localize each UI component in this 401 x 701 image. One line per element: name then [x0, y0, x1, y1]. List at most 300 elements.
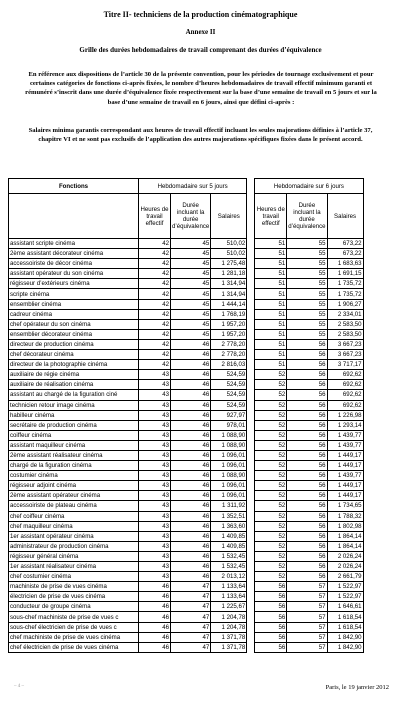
cell-duree-5: 46: [171, 491, 211, 501]
cell-salaire-5: 1 532,45: [211, 551, 247, 561]
cell-heures-5: 43: [139, 501, 171, 511]
cell-heures-6: 52: [255, 450, 287, 460]
header-base5: Hebdomadaire sur 5 jours: [139, 179, 247, 194]
cell-duree-6: 56: [287, 450, 327, 460]
cell-fonction: coiffeur cinéma: [9, 430, 139, 440]
cell-salaire-5: 524,59: [211, 370, 247, 380]
cell-fonction: chef machiniste de prise de vues cinéma: [9, 632, 139, 642]
cell-salaire-5: 1 225,67: [211, 602, 247, 612]
cell-salaire-5: 524,59: [211, 400, 247, 410]
header-salaires-6: Salaires: [327, 194, 363, 239]
cell-duree-5: 46: [171, 450, 211, 460]
cell-heures-6: 56: [255, 602, 287, 612]
cell-fonction: scripte cinéma: [9, 289, 139, 299]
cell-duree-6: 55: [287, 259, 327, 269]
cell-salaire-6: 1 618,54: [327, 612, 363, 622]
cell-heures-6: 52: [255, 501, 287, 511]
cell-salaire-6: 1 449,17: [327, 461, 363, 471]
cell-heures-6: 56: [255, 642, 287, 652]
cell-salaire-5: 1 204,78: [211, 622, 247, 632]
cell-salaire-5: 1 133,64: [211, 592, 247, 602]
cell-duree-6: 55: [287, 329, 327, 339]
table-row: [9, 329, 364, 339]
cell-fonction: chef costumier cinéma: [9, 572, 139, 582]
cell-fonction: sous-chef électricien de prise de vues c: [9, 622, 139, 632]
cell-salaire-5: 1 409,85: [211, 531, 247, 541]
cell-heures-5: 43: [139, 390, 171, 400]
cell-duree-5: 47: [171, 622, 211, 632]
cell-duree-5: 46: [171, 511, 211, 521]
cell-fonction: assistant maquilleur cinéma: [9, 440, 139, 450]
table-row: [9, 632, 364, 642]
cell-heures-5: 43: [139, 471, 171, 481]
table-row: [9, 440, 364, 450]
cell-fonction: électricien de prise de vues cinéma: [9, 592, 139, 602]
cell-salaire-5: 1 275,48: [211, 259, 247, 269]
cell-salaire-5: 1 363,60: [211, 521, 247, 531]
cell-heures-5: 42: [139, 289, 171, 299]
cell-heures-5: 42: [139, 269, 171, 279]
cell-heures-6: 52: [255, 541, 287, 551]
cell-salaire-6: 1 735,72: [327, 279, 363, 289]
cell-duree-5: 46: [171, 360, 211, 370]
cell-duree-5: 46: [171, 501, 211, 511]
cell-duree-5: 47: [171, 642, 211, 652]
cell-duree-5: 46: [171, 339, 211, 349]
cell-fonction: assistant opérateur du son cinéma: [9, 269, 139, 279]
cell-fonction: directeur de production cinéma: [9, 339, 139, 349]
cell-salaire-5: 1 768,19: [211, 309, 247, 319]
cell-fonction: administrateur de production cinéma: [9, 541, 139, 551]
cell-salaire-6: 1 449,17: [327, 450, 363, 460]
cell-duree-5: 45: [171, 239, 211, 249]
table-row: [9, 430, 364, 440]
cell-salaire-6: 1 449,17: [327, 481, 363, 491]
cell-salaire-6: 1 802,98: [327, 521, 363, 531]
cell-salaire-6: 1 439,77: [327, 440, 363, 450]
header-duree-6: Durée incluant la durée d’équivalence: [287, 194, 327, 239]
cell-duree-5: 45: [171, 249, 211, 259]
cell-duree-5: 46: [171, 531, 211, 541]
cell-salaire-5: 2 778,20: [211, 339, 247, 349]
table-row: [9, 289, 364, 299]
cell-duree-6: 56: [287, 572, 327, 582]
cell-heures-6: 52: [255, 390, 287, 400]
cell-heures-6: 52: [255, 562, 287, 572]
cell-heures-6: 52: [255, 551, 287, 561]
table-row: [9, 491, 364, 501]
cell-heures-5: 42: [139, 299, 171, 309]
table-row: [9, 622, 364, 632]
cell-duree-6: 56: [287, 390, 327, 400]
cell-heures-6: 52: [255, 370, 287, 380]
table-row: [9, 269, 364, 279]
cell-duree-6: 56: [287, 370, 327, 380]
cell-salaire-6: 1 618,54: [327, 622, 363, 632]
table-row: [9, 279, 364, 289]
cell-heures-6: 51: [255, 339, 287, 349]
cell-duree-6: 56: [287, 562, 327, 572]
cell-salaire-6: 1 788,32: [327, 511, 363, 521]
cell-heures-5: 43: [139, 430, 171, 440]
table-row: [9, 450, 364, 460]
cell-duree-6: 55: [287, 319, 327, 329]
cell-heures-5: 42: [139, 339, 171, 349]
cell-salaire-6: 1 864,14: [327, 531, 363, 541]
cell-duree-5: 47: [171, 612, 211, 622]
cell-heures-5: 42: [139, 319, 171, 329]
cell-duree-6: 57: [287, 622, 327, 632]
cell-fonction: chef décorateur cinéma: [9, 350, 139, 360]
cell-duree-6: 56: [287, 350, 327, 360]
cell-heures-5: 46: [139, 582, 171, 592]
cell-salaire-6: 692,62: [327, 370, 363, 380]
cell-salaire-5: 524,59: [211, 380, 247, 390]
cell-salaire-5: 1 352,51: [211, 511, 247, 521]
cell-fonction: directeur de la photographie cinéma: [9, 360, 139, 370]
cell-duree-5: 46: [171, 481, 211, 491]
cell-heures-6: 56: [255, 582, 287, 592]
cell-fonction: ensemblier décorateur cinéma: [9, 329, 139, 339]
cell-duree-6: 56: [287, 440, 327, 450]
table-row: [9, 249, 364, 259]
cell-duree-5: 46: [171, 461, 211, 471]
cell-heures-6: 52: [255, 461, 287, 471]
cell-duree-6: 56: [287, 521, 327, 531]
cell-fonction: sous-chef machiniste de prise de vues c: [9, 612, 139, 622]
grille-heading: Grille des durées hebdomadaires de travail comprenant des durées d’équivalence: [79, 46, 322, 54]
table-row: [9, 390, 364, 400]
header-heures-5: Heures de travail effectif: [139, 194, 171, 239]
cell-heures-6: 56: [255, 612, 287, 622]
cell-salaire-6: 1 439,77: [327, 430, 363, 440]
cell-heures-6: 52: [255, 572, 287, 582]
cell-duree-5: 46: [171, 400, 211, 410]
cell-duree-6: 55: [287, 309, 327, 319]
cell-heures-5: 43: [139, 551, 171, 561]
cell-duree-6: 55: [287, 239, 327, 249]
cell-heures-5: 42: [139, 360, 171, 370]
cell-heures-5: 43: [139, 481, 171, 491]
cell-heures-5: 43: [139, 440, 171, 450]
cell-salaire-5: 2 816,03: [211, 360, 247, 370]
table-row: [9, 521, 364, 531]
header-salaires-5: Salaires: [211, 194, 247, 239]
cell-heures-5: 46: [139, 592, 171, 602]
footer-mark: – 4 –: [14, 684, 24, 689]
cell-heures-6: 51: [255, 309, 287, 319]
cell-heures-6: 51: [255, 319, 287, 329]
cell-salaire-6: 1 522,97: [327, 592, 363, 602]
table-row: [9, 259, 364, 269]
cell-salaire-5: 1 133,64: [211, 582, 247, 592]
cell-salaire-5: 1 371,78: [211, 632, 247, 642]
cell-heures-6: 56: [255, 632, 287, 642]
cell-heures-5: 42: [139, 239, 171, 249]
table-row: [9, 642, 364, 652]
cell-salaire-5: 524,59: [211, 390, 247, 400]
cell-salaire-5: 1 444,14: [211, 299, 247, 309]
cell-salaire-5: 1 088,90: [211, 471, 247, 481]
cell-salaire-6: 1 439,77: [327, 471, 363, 481]
cell-salaire-5: 1 088,90: [211, 430, 247, 440]
cell-heures-5: 46: [139, 632, 171, 642]
cell-duree-6: 56: [287, 360, 327, 370]
cell-heures-5: 43: [139, 562, 171, 572]
cell-fonction: chef maquilleur cinéma: [9, 521, 139, 531]
cell-heures-6: 52: [255, 511, 287, 521]
cell-salaire-6: 1 683,63: [327, 259, 363, 269]
cell-duree-5: 45: [171, 329, 211, 339]
cell-duree-5: 45: [171, 309, 211, 319]
cell-duree-5: 46: [171, 370, 211, 380]
cell-heures-6: 51: [255, 279, 287, 289]
cell-salaire-5: 2 778,20: [211, 350, 247, 360]
cell-salaire-6: 1 734,65: [327, 501, 363, 511]
cell-heures-5: 43: [139, 420, 171, 430]
header-base6: Hebdomadaire sur 6 jours: [255, 179, 363, 194]
cell-duree-6: 56: [287, 531, 327, 541]
table-row: [9, 380, 364, 390]
cell-heures-5: 43: [139, 541, 171, 551]
cell-duree-5: 45: [171, 299, 211, 309]
cell-fonction: habilleur cinéma: [9, 410, 139, 420]
cell-fonction: conducteur de groupe cinéma: [9, 602, 139, 612]
cell-duree-6: 56: [287, 471, 327, 481]
cell-salaire-6: 1 691,15: [327, 269, 363, 279]
cell-heures-5: 43: [139, 521, 171, 531]
cell-duree-5: 46: [171, 350, 211, 360]
intro-paragraph: En référence aux dispositions de l’article 30 de la présente convention, pour les périodes de tournage exclusivement et pour certaines catégories de fonctions ci-après fixées, le nombre d’heures hebdomadaires de travail effectif minimum garanti et rémunéré s’inscrit dans une durée d’équivalence fixée respectivement sur la base d’une semaine de travail en 5 jours et sur la base d’une semaine de travail en 6 jours, ainsi que défini ci-après :: [25, 71, 377, 106]
cell-salaire-5: 1 096,01: [211, 481, 247, 491]
cell-duree-5: 46: [171, 420, 211, 430]
cell-heures-5: 43: [139, 370, 171, 380]
cell-fonction: 2ème assistant réalisateur cinéma: [9, 450, 139, 460]
cell-heures-5: 43: [139, 491, 171, 501]
cell-duree-5: 47: [171, 632, 211, 642]
table-row: [9, 339, 364, 349]
table-row: [9, 602, 364, 612]
cell-heures-6: 52: [255, 410, 287, 420]
durations-table: [8, 178, 364, 653]
cell-fonction: assistant scripte cinéma: [9, 239, 139, 249]
cell-heures-6: 51: [255, 249, 287, 259]
cell-heures-6: 51: [255, 269, 287, 279]
table-row: [9, 370, 364, 380]
cell-heures-5: 42: [139, 350, 171, 360]
table-row: [9, 360, 364, 370]
cell-duree-6: 57: [287, 632, 327, 642]
cell-salaire-6: 1 735,72: [327, 289, 363, 299]
table-row: [9, 541, 364, 551]
cell-duree-6: 56: [287, 551, 327, 561]
table-row: [9, 582, 364, 592]
table-row: [9, 511, 364, 521]
cell-duree-5: 45: [171, 289, 211, 299]
cell-duree-6: 56: [287, 339, 327, 349]
cell-salaire-6: 1 842,90: [327, 632, 363, 642]
table-row: [9, 319, 364, 329]
cell-duree-6: 56: [287, 410, 327, 420]
table-row: [9, 481, 364, 491]
cell-salaire-5: 1 096,01: [211, 450, 247, 460]
cell-salaire-6: 1 906,27: [327, 299, 363, 309]
cell-salaire-5: 1 532,45: [211, 562, 247, 572]
cell-duree-5: 45: [171, 269, 211, 279]
cell-duree-6: 56: [287, 461, 327, 471]
cell-duree-6: 57: [287, 592, 327, 602]
cell-heures-6: 52: [255, 440, 287, 450]
table-row: [9, 612, 364, 622]
cell-fonction: auxiliaire de réalisation cinéma: [9, 380, 139, 390]
cell-salaire-5: 927,97: [211, 410, 247, 420]
cell-duree-6: 55: [287, 269, 327, 279]
cell-heures-6: 52: [255, 420, 287, 430]
salaires-note: Salaires minima garantis correspondant aux heures de travail effectif incluant les seules majorations définies à l’article 37, chapitre VI et ne sont pas exclusifs de l’application des autres majorations spécifiques fixées dans le présent accord.: [28, 127, 373, 143]
cell-fonction: costumier cinéma: [9, 471, 139, 481]
cell-heures-5: 43: [139, 380, 171, 390]
cell-heures-6: 52: [255, 521, 287, 531]
cell-heures-5: 46: [139, 602, 171, 612]
document-date: Paris, le 19 janvier 2012: [325, 684, 389, 691]
cell-heures-5: 43: [139, 572, 171, 582]
table-row: [9, 551, 364, 561]
cell-salaire-6: 692,62: [327, 390, 363, 400]
cell-duree-6: 57: [287, 602, 327, 612]
table-row: [9, 461, 364, 471]
cell-duree-5: 46: [171, 410, 211, 420]
cell-heures-6: 51: [255, 350, 287, 360]
cell-heures-5: 42: [139, 249, 171, 259]
cell-heures-5: 43: [139, 511, 171, 521]
cell-heures-5: 43: [139, 461, 171, 471]
cell-salaire-6: 673,22: [327, 239, 363, 249]
cell-heures-6: 51: [255, 299, 287, 309]
cell-duree-5: 45: [171, 259, 211, 269]
cell-duree-6: 56: [287, 511, 327, 521]
cell-duree-5: 47: [171, 592, 211, 602]
cell-salaire-6: 1 864,14: [327, 541, 363, 551]
header-fonctions: Fonctions: [9, 179, 139, 194]
cell-duree-6: 56: [287, 380, 327, 390]
cell-fonction: 2ème assistant décorateur cinéma: [9, 249, 139, 259]
cell-salaire-5: 1 281,18: [211, 269, 247, 279]
cell-fonction: machiniste de prise de vues cinéma: [9, 582, 139, 592]
cell-heures-6: 52: [255, 400, 287, 410]
cell-duree-6: 56: [287, 430, 327, 440]
cell-duree-5: 45: [171, 279, 211, 289]
table-row: [9, 350, 364, 360]
cell-heures-5: 42: [139, 259, 171, 269]
cell-heures-6: 56: [255, 622, 287, 632]
cell-salaire-6: 1 449,17: [327, 491, 363, 501]
cell-heures-5: 42: [139, 279, 171, 289]
cell-fonction: auxiliaire de régie cinéma: [9, 370, 139, 380]
cell-salaire-5: 1 409,85: [211, 541, 247, 551]
cell-duree-5: 47: [171, 582, 211, 592]
cell-fonction: accessoiriste de plateau cinéma: [9, 501, 139, 511]
table-row: [9, 471, 364, 481]
cell-duree-5: 46: [171, 562, 211, 572]
cell-fonction: chef opérateur du son cinéma: [9, 319, 139, 329]
cell-duree-5: 45: [171, 319, 211, 329]
cell-heures-5: 42: [139, 309, 171, 319]
cell-fonction: régisseur adjoint cinéma: [9, 481, 139, 491]
cell-fonction: régisseur général cinéma: [9, 551, 139, 561]
cell-heures-6: 51: [255, 289, 287, 299]
cell-salaire-5: 978,01: [211, 420, 247, 430]
cell-heures-6: 56: [255, 592, 287, 602]
cell-salaire-6: 673,22: [327, 249, 363, 259]
cell-heures-5: 46: [139, 642, 171, 652]
cell-salaire-6: 3 667,23: [327, 339, 363, 349]
cell-salaire-6: 1 842,90: [327, 642, 363, 652]
cell-salaire-6: 2 661,79: [327, 572, 363, 582]
header-duree-5: Durée incluant la durée d’équivalence: [171, 194, 211, 239]
cell-salaire-5: 510,02: [211, 249, 247, 259]
cell-salaire-6: 2 026,24: [327, 562, 363, 572]
cell-duree-6: 56: [287, 541, 327, 551]
cell-fonction: chef électricien de prise de vues cinéma: [9, 642, 139, 652]
cell-salaire-5: 1 371,78: [211, 642, 247, 652]
cell-duree-6: 56: [287, 501, 327, 511]
cell-salaire-6: 1 293,14: [327, 420, 363, 430]
cell-duree-5: 47: [171, 602, 211, 612]
cell-fonction: technicien retour image cinéma: [9, 400, 139, 410]
cell-duree-6: 56: [287, 400, 327, 410]
table-row: [9, 299, 364, 309]
cell-duree-6: 56: [287, 491, 327, 501]
cell-salaire-5: 1 314,94: [211, 279, 247, 289]
cell-duree-6: 55: [287, 249, 327, 259]
cell-salaire-5: 1 957,20: [211, 329, 247, 339]
cell-heures-5: 43: [139, 450, 171, 460]
table-row: [9, 420, 364, 430]
cell-fonction: chef coiffeur cinéma: [9, 511, 139, 521]
table-row: [9, 572, 364, 582]
cell-duree-6: 57: [287, 642, 327, 652]
cell-salaire-5: 510,02: [211, 239, 247, 249]
cell-heures-5: 46: [139, 622, 171, 632]
cell-salaire-5: 1 096,01: [211, 491, 247, 501]
cell-fonction: cadreur cinéma: [9, 309, 139, 319]
cell-duree-5: 46: [171, 521, 211, 531]
cell-salaire-5: 1 314,94: [211, 289, 247, 299]
cell-duree-6: 57: [287, 612, 327, 622]
cell-heures-6: 52: [255, 531, 287, 541]
cell-fonction: chargé de la figuration cinéma: [9, 461, 139, 471]
cell-salaire-6: 3 717,17: [327, 360, 363, 370]
cell-salaire-6: 2 583,50: [327, 329, 363, 339]
cell-heures-6: 52: [255, 471, 287, 481]
header-heures-6: Heures de travail effectif: [255, 194, 287, 239]
cell-heures-5: 43: [139, 400, 171, 410]
cell-fonction: ensemblier cinéma: [9, 299, 139, 309]
cell-duree-6: 55: [287, 289, 327, 299]
cell-heures-6: 52: [255, 380, 287, 390]
cell-fonction: 1er assistant opérateur cinéma: [9, 531, 139, 541]
cell-duree-5: 46: [171, 572, 211, 582]
cell-salaire-5: 1 957,20: [211, 319, 247, 329]
cell-salaire-6: 1 226,98: [327, 410, 363, 420]
cell-duree-5: 46: [171, 541, 211, 551]
document-title: Titre II- techniciens de la production cinématographique: [103, 10, 298, 19]
cell-heures-6: 52: [255, 491, 287, 501]
cell-fonction: secrétaire de production cinéma: [9, 420, 139, 430]
cell-salaire-6: 1 646,61: [327, 602, 363, 612]
cell-heures-5: 43: [139, 531, 171, 541]
cell-duree-6: 56: [287, 481, 327, 491]
